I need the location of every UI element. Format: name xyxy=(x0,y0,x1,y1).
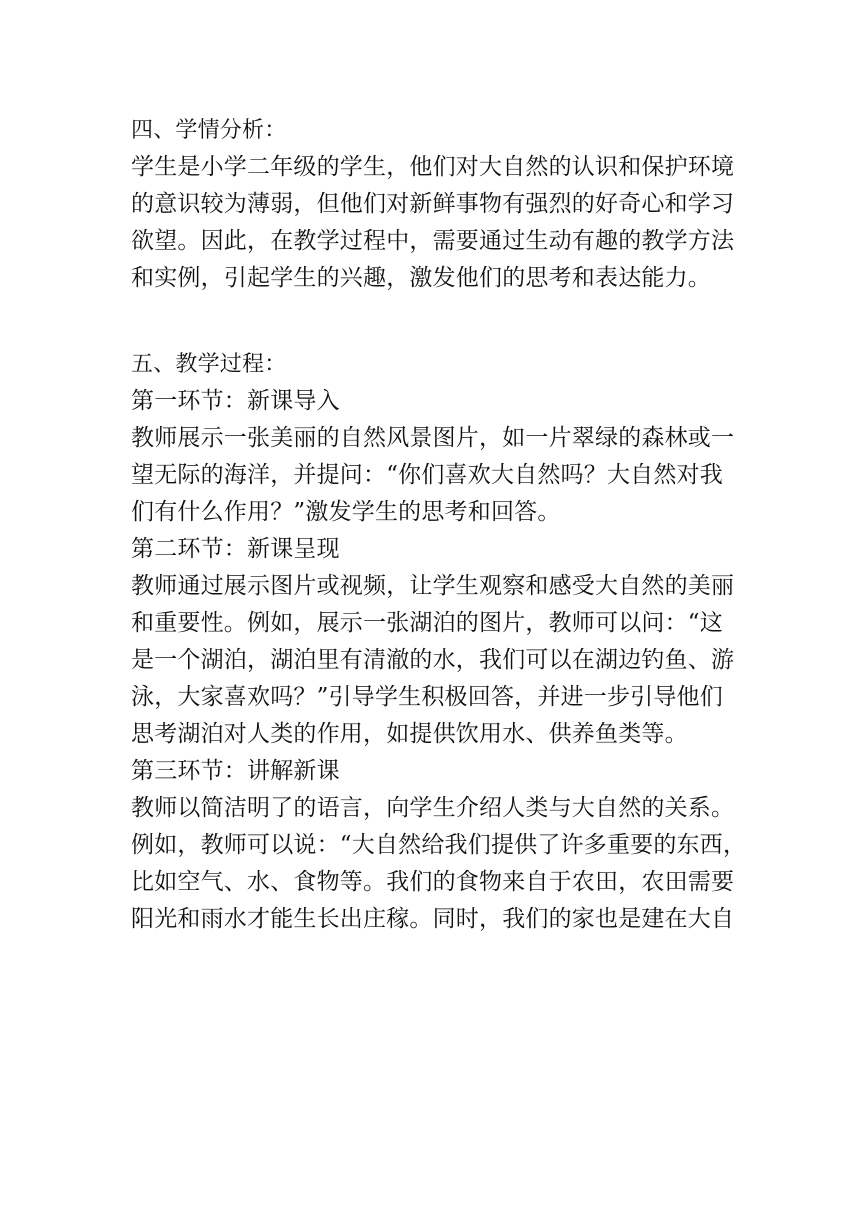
paragraph-line: 和重要性。例如，展示一张湖泊的图片，教师可以问：“这 xyxy=(131,610,723,636)
paragraph-line: 欲望。因此，在教学过程中，需要通过生动有趣的教学方法 xyxy=(131,228,735,254)
paragraph-learner-analysis xyxy=(131,149,735,297)
section-heading-learner-analysis: 四、学情分析： xyxy=(131,118,287,143)
section-heading-teaching-process: 五、教学过程： xyxy=(131,352,287,377)
paragraph-presentation xyxy=(131,568,735,753)
step-title-introduction: 第一环节：新课导入 xyxy=(131,388,340,414)
paragraph-line: 望无际的海洋，并提问：“你们喜欢大自然吗？大自然对我 xyxy=(131,462,723,488)
step-title-presentation: 第二环节：新课呈现 xyxy=(131,536,340,562)
paragraph-line: 教师以简洁明了的语言，向学生介绍人类与大自然的关系。 xyxy=(131,795,735,821)
paragraph-line: 的意识较为薄弱，但他们对新鲜事物有强烈的好奇心和学习 xyxy=(131,191,735,217)
paragraph-introduction xyxy=(131,420,735,531)
section-spacer xyxy=(131,297,731,346)
paragraph-line: 例如，教师可以说：“大自然给我们提供了许多重要的东西， xyxy=(131,832,747,858)
paragraph-line: 思考湖泊对人类的作用，如提供饮用水、供养鱼类等。 xyxy=(131,721,688,747)
paragraph-line: 们有什么作用？”激发学生的思考和回答。 xyxy=(131,499,561,525)
paragraph-line: 教师展示一张美丽的自然风景图片，如一片翠绿的森林或一 xyxy=(131,425,735,451)
paragraph-line: 是一个湖泊，湖泊里有清澈的水，我们可以在湖边钓鱼、游 xyxy=(131,647,735,673)
paragraph-explanation xyxy=(131,790,747,938)
step-title-explanation: 第三环节：讲解新课 xyxy=(131,758,340,784)
paragraph-line: 比如空气、水、食物等。我们的食物来自于农田，农田需要 xyxy=(131,869,735,895)
paragraph-line: 学生是小学二年级的学生，他们对大自然的认识和保护环境 xyxy=(131,154,735,180)
paragraph-line: 和实例，引起学生的兴趣，激发他们的思考和表达能力。 xyxy=(131,265,711,291)
paragraph-line: 泳，大家喜欢吗？”引导学生积极回答，并进一步引导他们 xyxy=(131,684,723,710)
paragraph-line: 阳光和雨水才能生长出庄稼。同时，我们的家也是建在大自 xyxy=(131,906,735,932)
paragraph-line: 教师通过展示图片或视频，让学生观察和感受大自然的美丽 xyxy=(131,573,735,599)
document-body xyxy=(131,112,747,938)
